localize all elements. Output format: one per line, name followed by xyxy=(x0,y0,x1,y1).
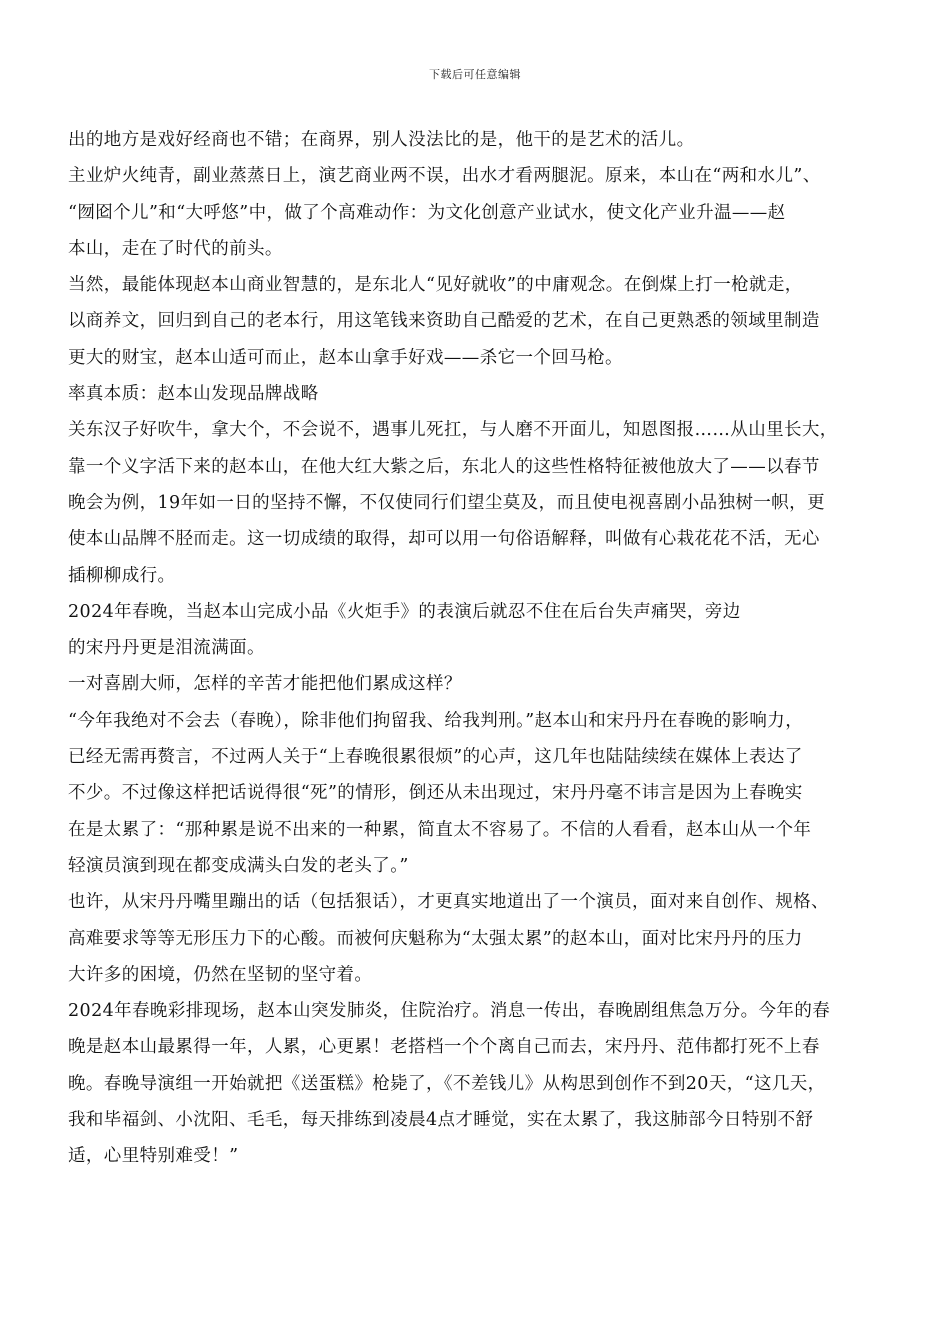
text-line: 当然，最能体现赵本山商业智慧的，是东北人“见好就收”的中庸观念。在倒煤上打一枪就走， xyxy=(68,275,803,296)
text-line: 插柳柳成行。 xyxy=(68,565,176,586)
text-line: 高难要求等等无形压力下的心酸。而被何庆魁称为“太强太累”的赵本山，面对比宋丹丹的压力 xyxy=(68,928,803,949)
text-line: 出的地方是戏好经商也不错；在商界，别人没法比的是，他干的是艺术的活儿。 xyxy=(68,130,695,150)
text-line: “今年我绝对不会去（春晚），除非他们拘留我、给我判刑。”赵本山和宋丹丹在春晚的影响力， xyxy=(68,710,804,731)
text-line: 主业炉火纯青，副业蒸蒸日上，演艺商业两不误，出水才看两腿泥。原来，本山在“两和水儿”、 xyxy=(68,166,821,187)
document-body xyxy=(68,122,888,1175)
text-line: “囫囵个儿”和“大呼悠”中，做了个高难动作：为文化创意产业试水，使文化产业升温——赵 xyxy=(68,202,786,223)
text-line: 也许，从宋丹丹嘴里蹦出的话（包括狠话），才更真实地道出了一个演员，面对来自创作、规格、 xyxy=(68,892,829,913)
text-line: 晚是赵本山最累得一年，人累，心更累！老搭档一个个离自己而去，宋丹丹、范伟都打死不上春 xyxy=(68,1037,820,1058)
text-line: 使本山品牌不胫而走。这一切成绩的取得，却可以用一句俗语解释，叫做有心栽花花不活，无心 xyxy=(68,529,820,550)
text-line: 更大的财宝，赵本山适可而止，赵本山拿手好戏——杀它一个回马枪。 xyxy=(68,347,623,368)
text-line: 适，心里特别难受！” xyxy=(68,1146,239,1167)
text-line: 已经无需再赘言，不过两人关于“上春晚很累很烦”的心声，这几年也陆陆续续在媒体上表达了 xyxy=(68,747,803,768)
section-heading: 率真本质：赵本山发现品牌战略 xyxy=(68,384,319,405)
text-line: 本山，走在了时代的前头。 xyxy=(68,238,283,259)
page-header: 下载后可任意编辑 xyxy=(429,68,521,81)
text-line: 2024年春晚，当赵本山完成小品《火炬手》的表演后就忍不住在后台失声痛哭，旁边 xyxy=(68,601,741,622)
text-line: 一对喜剧大师，怎样的辛苦才能把他们累成这样？ xyxy=(68,674,462,695)
text-line: 靠一个义字活下来的赵本山，在他大红大紫之后，东北人的这些性格特征被他放大了——以春节 xyxy=(68,456,820,477)
text-line: 的宋丹丹更是泪流满面。 xyxy=(68,638,265,659)
text-line: 晚。春晚导演组一开始就把《送蛋糕》枪毙了，《不差钱儿》从构思到创作不到20天，“这几天， xyxy=(68,1073,826,1094)
text-line: 轻演员演到现在都变成满头白发的老头了。” xyxy=(68,855,409,876)
text-line: 2024年春晚彩排现场，赵本山突发肺炎，住院治疗。消息一传出，春晚剧组焦急万分。今年的春 xyxy=(68,1001,831,1022)
text-line: 大许多的困境，仍然在坚韧的坚守着。 xyxy=(68,964,373,985)
text-line: 在是太累了：“那种累是说不出来的一种累，简直太不容易了。不信的人看看，赵本山从一个年 xyxy=(68,819,812,840)
text-line: 关东汉子好吹牛，拿大个，不会说不，遇事儿死扛，与人磨不开面儿，知恩图报……从山里长大， xyxy=(68,420,838,441)
text-line: 以商养文，回归到自己的老本行，用这笔钱来资助自己酷爱的艺术，在自己更熟悉的领域里制造 xyxy=(68,311,820,332)
text-line: 晚会为例，19年如一日的坚持不懈，不仅使同行们望尘莫及，而且使电视喜剧小品独树一帜，更 xyxy=(68,492,825,513)
text-line: 我和毕福剑、小沈阳、毛毛，每天排练到凌晨4点才睡觉，实在太累了，我这肺部今日特别不舒 xyxy=(68,1110,814,1131)
text-line: 不少。不过像这样把话说得很“死”的情形，倒还从未出现过，宋丹丹毫不讳言是因为上春晚实 xyxy=(68,783,803,804)
